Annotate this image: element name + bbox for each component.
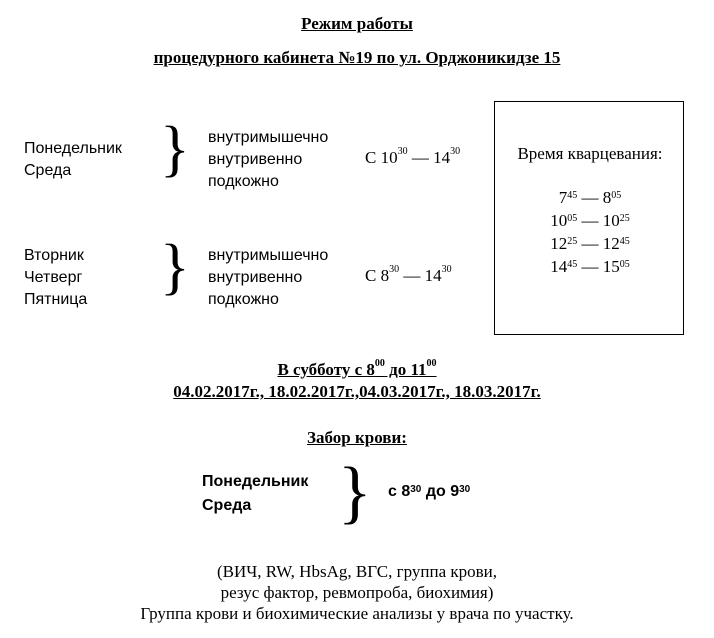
schedule-1-brace: } — [160, 115, 190, 183]
day-label: Пятница — [24, 291, 88, 308]
procedure-label: внутримышечно — [208, 129, 329, 146]
quartz-box — [494, 101, 684, 335]
quartz-time-row: $14^{45}$ — $15^{05}$ — [550, 257, 630, 276]
schedule-1-procedures — [208, 127, 328, 193]
quartz-title: Время кварцевания: — [517, 144, 663, 163]
footer-line: (ВИЧ, RW, HbsAg, ВГС, группа крови, — [216, 562, 498, 581]
footer-line: резус фактор, ревмопроба, биохимия) — [220, 583, 494, 602]
schedule-2-brace: } — [160, 233, 190, 301]
procedure-label: внутривенно — [208, 151, 303, 168]
page-title — [0, 14, 714, 34]
quartz-time-row: $7^{45}$ — $8^{05}$ — [558, 188, 622, 207]
day-label: Вторник — [24, 247, 84, 264]
quartz-times — [495, 186, 685, 278]
quartz-time-row: $10^{05}$ — $10^{25}$ — [550, 211, 630, 230]
day-label: Среда — [202, 497, 252, 514]
quartz-time-row: $12^{25}$ — $12^{45}$ — [550, 234, 630, 253]
footer — [0, 561, 714, 624]
schedule-2-days — [24, 245, 87, 311]
title-line-2: процедурного кабинета №19 по ул. Орджоникидзе 15 — [153, 48, 561, 67]
footer-line: Группа крови и биохимические анализы у врача по участку. — [140, 604, 574, 623]
saturday-dates: 04.02.2017г., 18.02.2017г.,04.03.2017г., 18.03.2017г. — [173, 382, 541, 401]
title-line-1: Режим работы — [301, 14, 413, 33]
schedule-1-time: С $10^{30}$ — $14^{30}$ — [365, 146, 461, 167]
procedure-label: подкожно — [208, 291, 279, 308]
blood-days — [202, 470, 308, 518]
blood-brace: } — [338, 454, 372, 531]
schedule-2-time: С $8^{30}$ — $14^{30}$ — [365, 264, 452, 285]
procedure-label: внутривенно — [208, 269, 303, 286]
blood-title: Забор крови: — [307, 428, 407, 447]
schedule-2-procedures — [208, 245, 328, 311]
procedure-label: подкожно — [208, 173, 279, 190]
saturday-line: В субботу с $8^{00}$ до $11^{00}$ — [277, 358, 437, 379]
day-label: Четверг — [24, 269, 83, 286]
day-label: Понедельник — [24, 140, 122, 157]
blood-time: с $8^{30}$ до $9^{30}$ — [388, 483, 471, 500]
day-label: Понедельник — [202, 473, 309, 490]
page-subtitle — [0, 48, 714, 68]
procedure-label: внутримышечно — [208, 247, 329, 264]
schedule-1-days — [24, 138, 122, 182]
day-label: Среда — [24, 162, 72, 179]
